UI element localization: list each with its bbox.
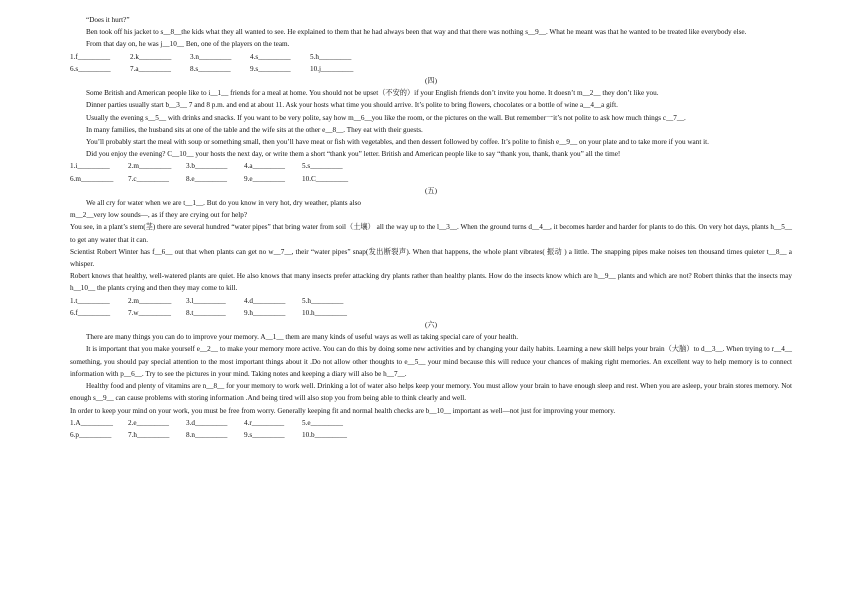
- answer-blank[interactable]: 1.f_________: [70, 52, 111, 61]
- answer-blank[interactable]: 4.s_________: [250, 52, 291, 61]
- answer-blank[interactable]: 4.r_________: [244, 418, 285, 427]
- section-heading-5: (五): [425, 186, 437, 195]
- answer-blank[interactable]: 7.h_________: [128, 430, 170, 439]
- answer-row: [70, 63, 792, 75]
- answer-row: [70, 429, 792, 441]
- answer-row: [70, 417, 792, 429]
- quote-line: “Does it hurt?”: [86, 16, 130, 24]
- answer-blank[interactable]: 10.C_________: [302, 174, 349, 183]
- section-heading-4: (四): [425, 77, 437, 86]
- answer-blank[interactable]: 10.j_________: [310, 64, 354, 73]
- answer-blank[interactable]: 2.e_________: [128, 418, 169, 427]
- paragraph: Did you enjoy the evening? C__10__ your hosts the next day, or write them a short “thank you” letter. British and American people like to say “thank you, thank, thank you” all the time!: [86, 150, 621, 159]
- answer-blank[interactable]: 3.n_________: [190, 52, 232, 61]
- answer-row: [70, 307, 792, 319]
- answer-row: [70, 295, 792, 307]
- paragraph: We all cry for water when we are t__1__. But do you know in very hot, dry weather, plants also: [86, 199, 361, 208]
- paragraph: Scientist Robert Winter has f__6__ out that when plants can get no w__7__, their “water pipes” snap(发出断裂声). When that happens, the whole plant vibrates( 振动 ) a little. The snapping pipes make noises ten thousand times quieter t__8__ a whisper.: [70, 247, 792, 269]
- document-page: [70, 14, 792, 441]
- answer-blank[interactable]: 5.h_________: [310, 52, 352, 61]
- paragraph: From that day on, he was j__10__ Ben, one of the players on the team.: [86, 40, 290, 49]
- paragraph: Healthy food and plenty of vitamins are n__8__ for your memory to work well. Drinking a lot of water also helps keep your memory. You must allow your brain to have enough sleep and rest. When you are asleep, your brain stores memory. Not enough s__9__ can cause problems with storing information .And being tired will also stop you from being able to think clearly and well.: [70, 382, 792, 403]
- answer-blank[interactable]: 9.s_________: [244, 430, 285, 439]
- paragraph: It is important that you make yourself e__2__ to make your memory more active. You can do this by doing some new activities and by changing your daily habits. Learning a new skill helps your brain（大脑）to d__3__. When trying to r__4__ something, you should pay special attention to the most important things about it .Do not allow other thoughts to e__5__ your mind because this will reduce your chances of making right memories. An excellent way to help memory is to connect information with p__6__. Try to see the pictures in your mind. Taking notes and keeping a diary will also be h__7__.: [70, 345, 792, 378]
- answer-blank[interactable]: 6.f_________: [70, 308, 111, 317]
- paragraph: You’ll probably start the meal with soup or something small, then you’ll have meat or fish with vegetables, and then dessert followed by coffee. It’s polite to finish e__9__ on your plate and to take more if you want it.: [86, 138, 709, 147]
- paragraph: Some British and American people like to i__1__ friends for a meal at home. You should not be upset（不安的）if your English friends don’t invite you home. It doesn’t m__2__ they don’t like you.: [86, 89, 659, 98]
- paragraph: In order to keep your mind on your work, you must be free from worry. Generally keeping fit and normal health checks are b__10__ important as well—not just for improving your memory.: [70, 406, 616, 415]
- answer-blank[interactable]: 7.w_________: [128, 308, 171, 317]
- answer-blank[interactable]: 2.m_________: [128, 296, 172, 305]
- answer-blank[interactable]: 4.a_________: [244, 162, 285, 171]
- answer-blank[interactable]: 6.m_________: [70, 174, 114, 183]
- answer-blank[interactable]: 10.b_________: [302, 430, 347, 439]
- answer-blank[interactable]: 9.h_________: [244, 308, 286, 317]
- answer-row: [70, 173, 792, 185]
- answer-blank[interactable]: 5.e_________: [302, 418, 343, 427]
- answer-blank[interactable]: 3.l_________: [186, 296, 226, 305]
- paragraph: There are many things you can do to improve your memory. A__1__ them are many kinds of useful ways as well as taking special care of your health.: [86, 333, 519, 342]
- paragraph: You see, in a plant’s stem(茎) there are several hundred “water pipes” that bring water from soil（土壤） all the way up to the l__3__. When the ground turns d__4__, it becomes harder and harder for plants to do this. On very hot days, plants h__5__ to get any water that it can.: [70, 223, 792, 244]
- answer-blank[interactable]: 10.h_________: [302, 308, 347, 317]
- answer-blank[interactable]: 8.t_________: [186, 308, 226, 317]
- answer-blank[interactable]: 6.s_________: [70, 64, 111, 73]
- paragraph: Usually the evening s__5__ with drinks and snacks. If you want to be very polite, say how m__6__you like the room, or the pictures on the wall. But remember一it’s not polite to ask how much things c__7__.: [86, 113, 686, 122]
- paragraph: Dinner parties usually start b__3__ 7 and 8 p.m. and end at about 11. Ask your hosts what time you should arrive. It’s polite to bring flowers, chocolates or a bottle of wine a__4__a gift.: [86, 101, 618, 110]
- answer-blank[interactable]: 1.i_________: [70, 162, 110, 171]
- answer-row: [70, 160, 792, 172]
- answer-blank[interactable]: 4.d_________: [244, 296, 286, 305]
- paragraph: m__2__very low sounds—, as if they are crying out for help?: [70, 211, 248, 220]
- answer-blank[interactable]: 7.a_________: [130, 64, 171, 73]
- answer-blank[interactable]: 8.n_________: [186, 430, 228, 439]
- paragraph: Robert knows that healthy, well-watered plants are quiet. He also knows that many insects prefer attacking dry plants rather than healthy plants. How do the insects know which are h__9__ plants and which are not? Robert thinks that the insects may h__10__ the plants crying and then they may come to kill.: [70, 272, 792, 293]
- answer-blank[interactable]: 5.s_________: [302, 162, 343, 171]
- answer-blank[interactable]: 6.p_________: [70, 430, 112, 439]
- answer-blank[interactable]: 3.d_________: [186, 418, 228, 427]
- answer-blank[interactable]: 8.s_________: [190, 64, 231, 73]
- answer-blank[interactable]: 1.A_________: [70, 418, 113, 427]
- answer-blank[interactable]: 1.t_________: [70, 296, 110, 305]
- section-heading-6: (六): [425, 321, 437, 330]
- answer-blank[interactable]: 2.m_________: [128, 162, 172, 171]
- answer-blank[interactable]: 7.c_________: [128, 174, 169, 183]
- answer-row: [70, 51, 792, 63]
- answer-blank[interactable]: 5.h_________: [302, 296, 344, 305]
- paragraph: In many families, the husband sits at one of the table and the wife sits at the other e__8__. They eat with their guests.: [86, 125, 423, 134]
- answer-blank[interactable]: 9.s_________: [250, 64, 291, 73]
- answer-blank[interactable]: 2.k_________: [130, 52, 172, 61]
- paragraph: Ben took off his jacket to s__8__the kids what they all wanted to see. He explained to them that he had always been that way and that there was nothing s__9__. What he meant was that he wanted to be treated like everybody else.: [86, 28, 747, 37]
- answer-blank[interactable]: 8.e_________: [186, 174, 227, 183]
- answer-blank[interactable]: 9.e_________: [244, 174, 285, 183]
- answer-blank[interactable]: 3.b_________: [186, 162, 228, 171]
